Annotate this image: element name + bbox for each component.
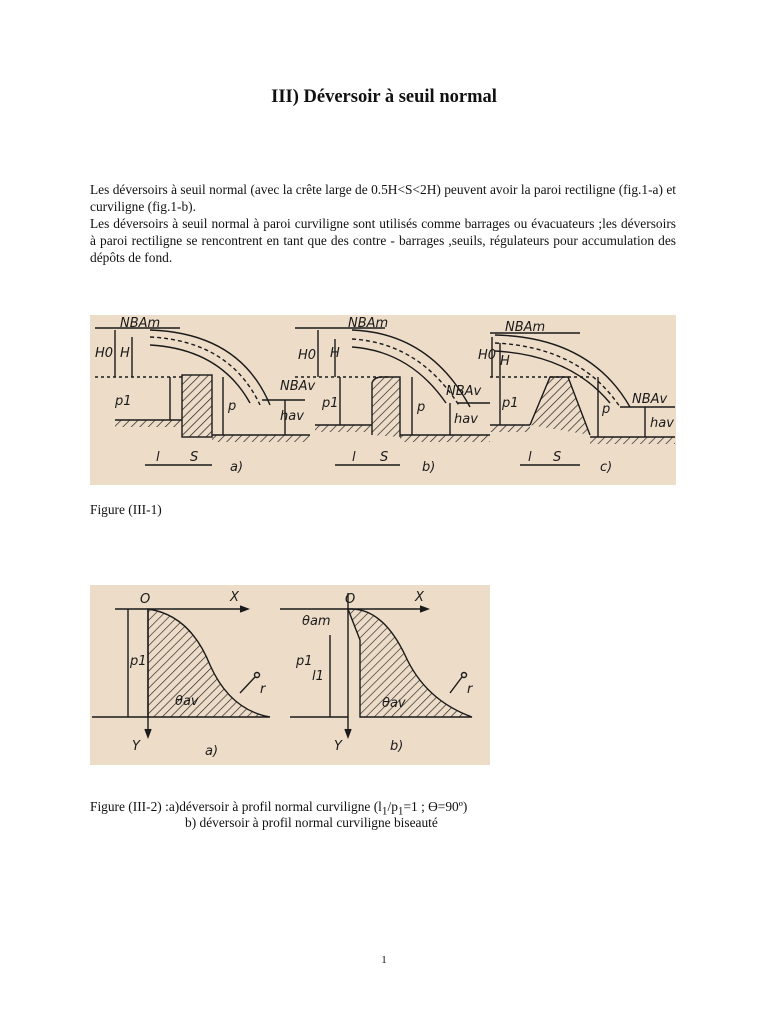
caption-part-1: Figure (III-2) :a)déversoir à profil normal curviligne (l — [90, 799, 382, 814]
label-s-c: S — [553, 450, 562, 465]
label-h-c: H — [500, 354, 510, 369]
label-x-b: X — [415, 590, 424, 605]
paragraph-1: Les déversoirs à seuil normal (avec la crête large de 0.5H<S<2H) peuvent avoir la paroi rectiligne (fig.1-a) et curviligne (fig.1-b). — [90, 182, 676, 214]
label-r-a: r — [260, 682, 266, 697]
caption-part-2: /p — [387, 799, 398, 814]
label-panel-a2: a) — [205, 744, 219, 759]
label-p-a: p — [228, 399, 237, 414]
label-y-b: Y — [334, 739, 342, 754]
label-s-b: S — [380, 450, 389, 465]
label-o-a: O — [140, 592, 151, 607]
label-p-b: p — [417, 400, 426, 415]
label-s-a: S — [190, 450, 199, 465]
label-l1-b: l1 — [312, 669, 324, 684]
label-p1-c: p1 — [502, 396, 519, 411]
caption-sub-1: 1 — [381, 805, 388, 818]
label-l-a: l — [156, 450, 160, 465]
label-p-c: p — [602, 402, 611, 417]
label-h0-a: H0 — [95, 346, 114, 361]
label-l-b: l — [352, 450, 356, 465]
label-thetaav-a: θav — [175, 694, 199, 709]
label-x-a: X — [230, 590, 239, 605]
label-p1-b: p1 — [322, 396, 339, 411]
label-h0-c: H0 — [478, 348, 497, 363]
figure-1-drawing — [90, 315, 676, 485]
figure-2-caption-line-2: b) déversoir à profil normal curviligne biseauté — [185, 815, 438, 830]
label-panel-c: c) — [600, 460, 613, 475]
label-h0-b: H0 — [298, 348, 317, 363]
label-hav-b: hav — [454, 412, 478, 427]
caption-sub-2: 1 — [397, 805, 404, 818]
figure-1-caption: Figure (III-1) — [90, 502, 162, 517]
label-h-a: H — [120, 346, 130, 361]
label-nbam-a: NBAm — [120, 316, 161, 331]
label-panel-b: b) — [422, 460, 436, 475]
label-nbav-b: NBAv — [446, 384, 482, 399]
label-hav-c: hav — [650, 416, 674, 431]
figure-2-image — [90, 585, 490, 765]
label-l-c: l — [528, 450, 532, 465]
label-nbam-b: NBAm — [348, 316, 389, 331]
label-nbam-c: NBAm — [505, 320, 546, 335]
label-hav-a: hav — [280, 409, 304, 424]
label-o-b: O — [345, 592, 356, 607]
figure-2-drawing — [90, 585, 490, 765]
page-number: 1 — [381, 954, 387, 966]
label-panel-a: a) — [230, 460, 244, 475]
label-y-a: Y — [132, 739, 140, 754]
label-p1-a: p1 — [115, 394, 132, 409]
figure-1-image — [90, 315, 676, 485]
label-r-b: r — [467, 682, 473, 697]
label-nbav-c: NBAv — [632, 392, 668, 407]
figure-2-panel-a — [92, 606, 270, 737]
label-thetaav-b: θav — [382, 696, 406, 711]
label-panel-b2: b) — [390, 739, 404, 754]
label-nbav-a: NBAv — [280, 379, 316, 394]
caption-part-3: =1 ; ϴ=90º) — [403, 799, 468, 814]
label-p1-a2: p1 — [130, 654, 147, 669]
label-h-b: H — [330, 346, 340, 361]
paragraph-2: Les déversoirs à seuil normal à paroi curviligne sont utilisés comme barrages ou évacuateurs ;les déversoirs à paroi rectiligne se rencontrent en tant que des contre - barrages ,seuils, régulateurs pour accumulation des dépôts de fond. — [90, 216, 676, 265]
label-p1-b2: p1 — [296, 654, 313, 669]
section-title: III) Déversoir à seuil normal — [271, 87, 497, 107]
label-thetaam-b: θam — [302, 614, 331, 629]
